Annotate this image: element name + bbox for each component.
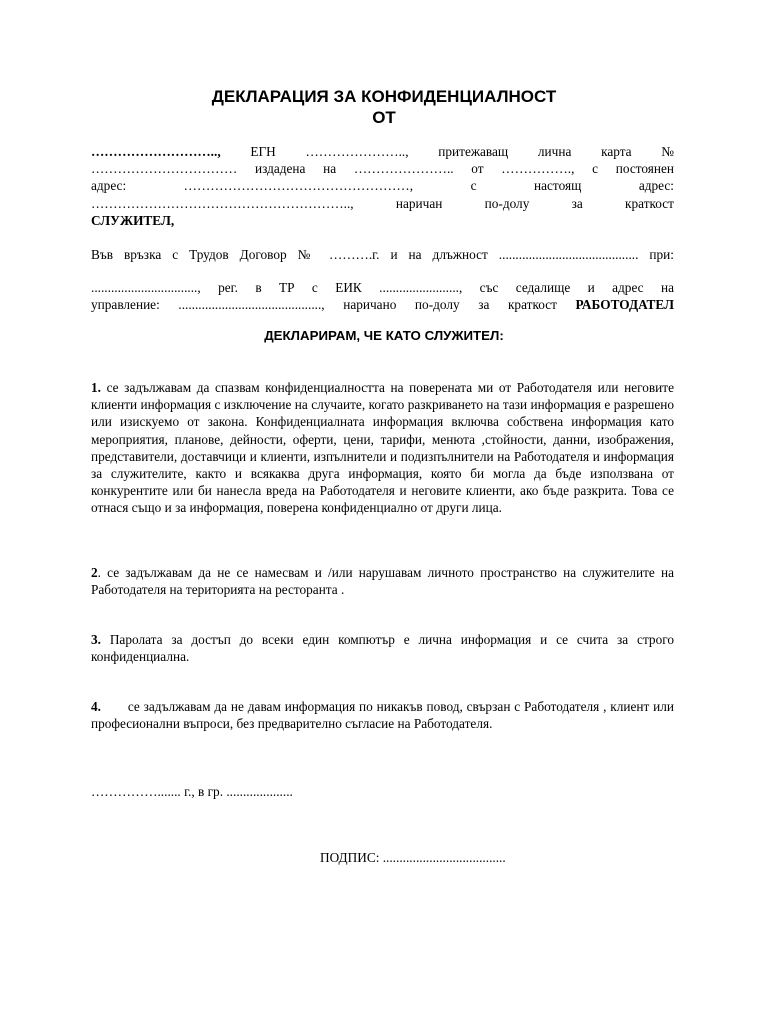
item-3-text: Паролата за достъп до всеки един компютър е лична информация и се счита за строго конфиденциална. (91, 632, 674, 665)
signature-label: ПОДПИС (320, 850, 376, 865)
document-subtitle: ОТ (372, 108, 396, 127)
employer-line-1 (91, 279, 674, 296)
employee-line-1 (91, 143, 674, 160)
employee-line-2 (91, 160, 674, 177)
signature-dots: : ..................................... (375, 850, 506, 865)
item-3 (91, 631, 674, 665)
employee-block (91, 143, 674, 229)
item-1-number: 1. (91, 380, 101, 395)
employee-line-4-text: ………………………………………………….., наричан по-долу за краткост (91, 195, 674, 211)
egn-label: ЕГН (250, 144, 276, 159)
signature-line (320, 850, 506, 866)
item-2 (91, 564, 674, 598)
employee-name-dots: ……………………….., (91, 144, 221, 159)
item-2-text: . се задължавам да не се намесвам и /или нарушавам личното пространство на служителите на Работодателя на територията на ресторанта . (91, 565, 674, 598)
employee-role-label: СЛУЖИТЕЛ, (91, 212, 175, 228)
item-1 (91, 379, 674, 517)
contract-line (91, 246, 674, 263)
document-title: ДЕКЛАРАЦИЯ ЗА КОНФИДЕНЦИАЛНОСТ (211, 87, 557, 106)
contract-line-row (91, 246, 674, 263)
item-2-number: 2 (91, 565, 98, 580)
employee-line-3 (91, 177, 674, 194)
item-4-text: се задължавам да не давам информация по никакъв повод, свързан с Работодателя , клиент или професионални въпроси, без предварително съгласие на Работодателя. (91, 699, 678, 732)
employer-line-1-text: ................................, рег. в ТР с ЕИК ........................, със седалище и адрес на (91, 280, 674, 295)
word-holding: притежаващ (438, 144, 509, 159)
egn-dots: ………………….., (305, 144, 409, 159)
employee-line-2-text: …………………………… издадена на ………………….. от ……………., с постоянен (91, 161, 674, 177)
employee-line-3-text: адрес: ……………………………………………, с настоящ адрес: (91, 178, 674, 194)
declaration-heading: ДЕКЛАРИРАМ, ЧЕ КАТО СЛУЖИТЕЛ: (264, 328, 504, 343)
employer-address-text: управление: ..........................................., наричано по-долу за краткост (91, 297, 576, 313)
item-1-text: се задължавам да спазвам конфиденциалността на поверената ми от Работодателя или неговите клиенти информация с изключение на случаите, когато разкриването на тази информация е разрешено или изискуемо от закона. Конфиденциалната информация включва собствена информация като мероприятия, планове, дейности, оферти, цени, тарифи, менюта ,стойности, данни, изображения, представители, доставчици и клиенти, изпълнители и подизпълнители на Работодателя и информация за служителите, както и всякаква друга информация, която би могла да бъде използвана от конкурентите или би нанесла вреда на Работодателя и неговите клиенти, ако бъде разкрита. Това се отнася също и за информация, поверена конфиденциално от други лица. (91, 380, 674, 516)
item-4 (91, 698, 678, 732)
word-number-sign: № (661, 144, 674, 159)
employer-block (91, 279, 674, 313)
word-personal: лична (537, 144, 572, 159)
employee-line-5 (91, 212, 674, 229)
item-3-number: 3. (91, 632, 101, 647)
item-4-number: 4. (91, 699, 101, 714)
employer-line-2-text (91, 296, 674, 313)
date-place-line: ……………....... г., в гр. .................... (91, 784, 293, 799)
employer-role-label: РАБОТОДАТЕЛ (575, 297, 674, 313)
employer-line-2 (91, 296, 674, 313)
word-card: карта (601, 144, 632, 159)
contract-line-text: Във връзка с Трудов Договор № ……….г. и на длъжност .......................................... при: (91, 247, 674, 262)
employee-line-4 (91, 195, 674, 212)
